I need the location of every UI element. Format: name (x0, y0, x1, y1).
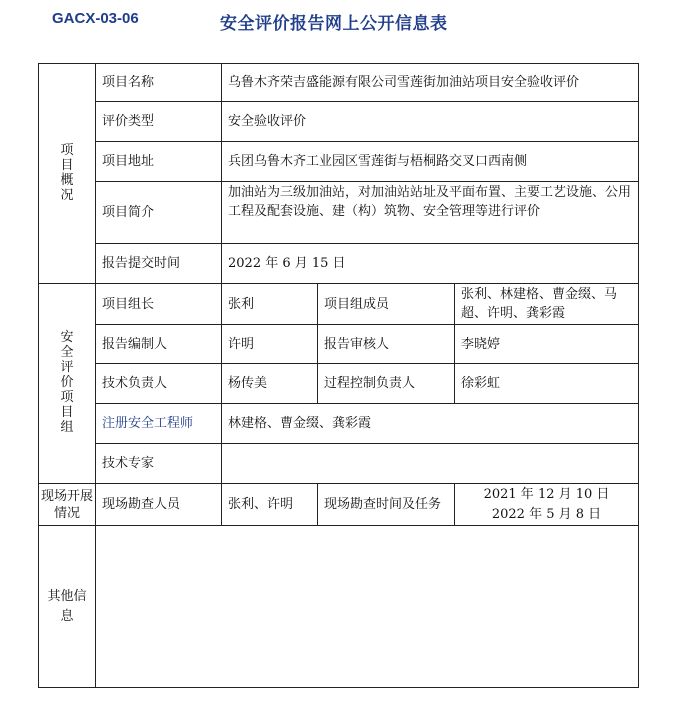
row-expert (39, 444, 639, 484)
value-time-task (455, 484, 639, 526)
document-title: 安全评价报告网上公开信息表 (220, 14, 448, 34)
section-site-label: 现场开展情况 (39, 484, 96, 526)
value-surveyors: 张利、许明 (222, 484, 318, 526)
row-project-name (39, 64, 639, 102)
label-address: 项目地址 (96, 142, 222, 182)
row-leader (39, 284, 639, 325)
label-reviewer: 报告审核人 (318, 325, 455, 364)
label-expert: 技术专家 (96, 444, 222, 484)
value-engineers: 林建格、曹金缀、龚彩霞 (222, 404, 639, 444)
label-time-task: 现场勘查时间及任务 (318, 484, 455, 526)
section-team (39, 284, 96, 484)
value-members: 张利、林建格、曹金缀、马超、许明、龚彩霞 (455, 284, 639, 325)
label-surveyors: 现场勘查人员 (96, 484, 222, 526)
row-engineers (39, 404, 639, 444)
value-expert (222, 444, 639, 484)
label-tech-lead: 技术负责人 (96, 364, 222, 404)
row-intro (39, 182, 639, 244)
row-eval-type (39, 102, 639, 142)
label-leader: 项目组长 (96, 284, 222, 325)
row-other (39, 526, 639, 688)
document-code: GACX-03-06 (52, 10, 139, 27)
row-author (39, 325, 639, 364)
label-members: 项目组成员 (318, 284, 455, 325)
label-submit-time: 报告提交时间 (96, 244, 222, 284)
value-reviewer: 李晓婷 (455, 325, 639, 364)
value-tech-lead: 杨传美 (222, 364, 318, 404)
section-overview-label: 项目概况 (60, 142, 74, 203)
section-team-label: 安全评价项目组 (60, 330, 74, 435)
section-other-label: 其他信息 (39, 526, 96, 688)
value-address: 兵团乌鲁木齐工业园区雪莲街与梧桐路交叉口西南侧 (222, 142, 639, 182)
value-leader: 张利 (222, 284, 318, 325)
section-overview (39, 64, 96, 284)
label-intro: 项目简介 (96, 182, 222, 244)
label-project-name: 项目名称 (96, 64, 222, 102)
survey-date-2: 2022 年 5 月 8 日 (491, 506, 602, 522)
value-process-control: 徐彩虹 (455, 364, 639, 404)
value-project-name: 乌鲁木齐荣吉盛能源有限公司雪莲街加油站项目安全验收评价 (222, 64, 639, 102)
value-intro: 加油站为三级加油站，对加油站站址及平面布置、主要工艺设施、公用工程及配套设施、建（构）筑物、安全管理等进行评价 (222, 182, 639, 244)
row-submit-time (39, 244, 639, 284)
label-engineers: 注册安全工程师 (96, 404, 222, 444)
value-author: 许明 (222, 325, 318, 364)
row-address (39, 142, 639, 182)
value-submit-time: 2022 年 6 月 15 日 (222, 244, 639, 284)
value-eval-type: 安全验收评价 (222, 102, 639, 142)
value-other (96, 526, 639, 688)
survey-date-1: 2021 年 12 月 10 日 (483, 486, 610, 502)
info-table (38, 63, 639, 688)
label-process-control: 过程控制负责人 (318, 364, 455, 404)
row-tech-lead (39, 364, 639, 404)
label-author: 报告编制人 (96, 325, 222, 364)
label-eval-type: 评价类型 (96, 102, 222, 142)
row-site (39, 484, 639, 526)
